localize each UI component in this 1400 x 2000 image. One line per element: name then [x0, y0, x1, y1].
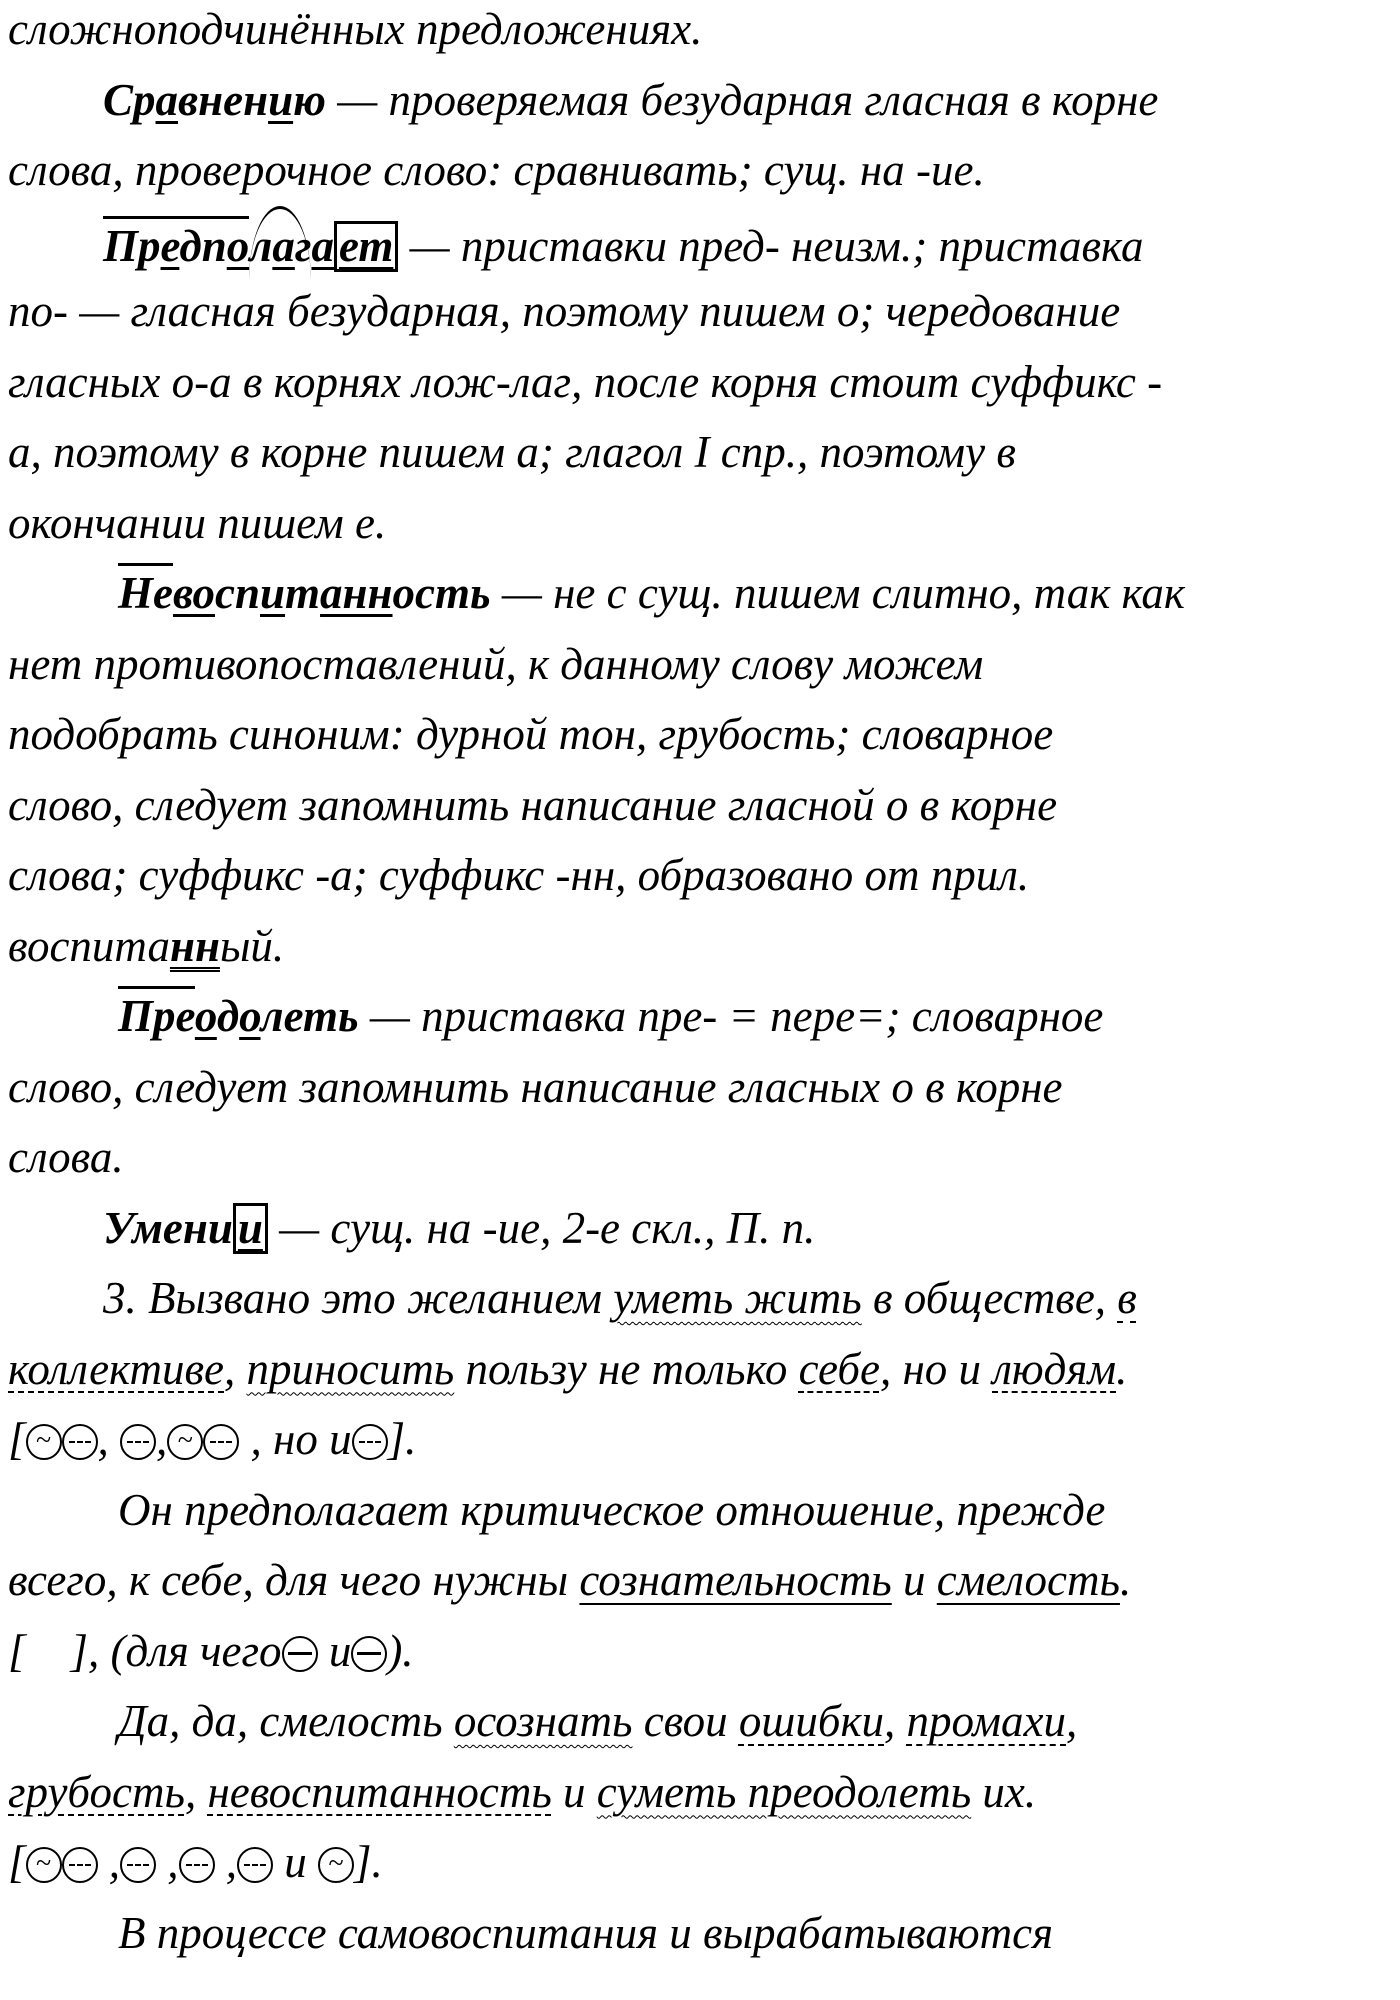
- text-line: [8, 276, 1393, 347]
- headword: [103, 1203, 268, 1253]
- text: ,: [108, 1837, 121, 1887]
- wavy-underline: приносить: [246, 1343, 455, 1394]
- underlined-vowel: о: [192, 568, 215, 618]
- circle-dashed-icon: [203, 1424, 239, 1460]
- text: всего, к себе, для чего нужны: [8, 1555, 580, 1605]
- text: ,: [167, 1837, 179, 1887]
- text: окончании пишем е.: [8, 497, 387, 548]
- dashed-underline: в: [1117, 1273, 1137, 1323]
- text: ый.: [219, 920, 285, 971]
- text: гласных о-а в корнях лож-лаг, после корня стоит суффикс -: [8, 356, 1163, 407]
- ending-box: [334, 221, 398, 272]
- dashed-underline: ошибки: [738, 1696, 885, 1746]
- text: — сущ. на -ие, 2-е скл., П. п.: [267, 1202, 816, 1253]
- sentence-5-line-2: [8, 1757, 1393, 1828]
- text: [: [8, 1837, 26, 1887]
- underlined-vowel: о: [226, 220, 250, 271]
- text: сп: [215, 568, 260, 618]
- text: д: [216, 991, 240, 1041]
- wavy-underline: суметь преодолеть: [596, 1766, 972, 1817]
- text: , но и: [879, 1343, 993, 1394]
- text-line: [8, 629, 1393, 700]
- circle-wavy-icon: ~: [26, 1424, 62, 1460]
- sentence-scheme-3: [8, 1827, 1393, 1898]
- sentence-scheme-2: [8, 1616, 1393, 1687]
- text: л: [249, 220, 273, 271]
- text: слова, проверочное слово: сравнивать; сущ. на -ие.: [8, 145, 985, 195]
- text: ].: [387, 1414, 417, 1464]
- sentence-3-line-1: [8, 1263, 1393, 1334]
- prefix-mark: [202, 216, 250, 271]
- text: В процессе самовоспитания и вырабатываются: [118, 1907, 1054, 1958]
- circle-dashed-icon: [62, 1847, 98, 1883]
- text: ю: [293, 74, 326, 125]
- headword: [103, 75, 326, 125]
- text: ,: [225, 1837, 238, 1887]
- text: слова.: [8, 1132, 124, 1182]
- word-analysis-sravneniyu: [8, 65, 1393, 136]
- dashed-underline: себе: [798, 1343, 880, 1394]
- underlined-vowel: о: [194, 991, 217, 1041]
- underlined-suffix: анн: [320, 568, 393, 618]
- text-line: [8, 1052, 1393, 1123]
- word-analysis-umenii: [8, 1193, 1393, 1264]
- text: нет противопоставлений, к данному слову можем: [8, 638, 984, 689]
- dashed-underline: промахи: [906, 1696, 1066, 1746]
- text: 3. Вызвано это желанием: [103, 1273, 614, 1323]
- ending-box: и: [233, 1203, 268, 1254]
- text: их.: [971, 1766, 1037, 1817]
- circle-dashed-icon: [237, 1847, 273, 1883]
- text-line: [8, 840, 1393, 911]
- root-mark: [249, 206, 311, 282]
- text: — не с сущ. пишем слитно, так как: [490, 568, 1185, 618]
- underlined-vowel: и: [260, 568, 286, 618]
- text: а, поэтому в корне пишем а; глагол I спр., поэтому в: [8, 427, 1016, 477]
- circle-dashed-icon: [62, 1424, 98, 1460]
- circle-wavy-icon: ~: [318, 1847, 354, 1883]
- text: п: [201, 220, 227, 271]
- sentence-6-line-1: [8, 1898, 1393, 1969]
- text: ,: [184, 1766, 208, 1817]
- sentence-4-line-2: [8, 1545, 1393, 1616]
- text: — приставка пре- = пере=; словарное: [358, 991, 1104, 1041]
- solid-underline: смелость: [936, 1555, 1120, 1605]
- headword: [103, 221, 398, 271]
- text: Умени: [103, 1202, 233, 1253]
- text: , но и: [250, 1414, 352, 1464]
- text: д: [179, 220, 202, 271]
- text: подобрать синоним: дурной тон, грубость; словарное: [8, 709, 1054, 759]
- circle-wavy-icon: ~: [167, 1424, 203, 1460]
- text-line: [8, 488, 1393, 559]
- text: и: [328, 1625, 352, 1676]
- text: ет: [338, 220, 394, 271]
- underlined-vowel: о: [239, 991, 261, 1041]
- text-line: [8, 0, 1393, 65]
- word-analysis-preodolet: [8, 981, 1393, 1052]
- text: слово, следует запомнить написание гласных о в корне: [8, 1061, 1063, 1112]
- text: ,: [97, 1414, 109, 1464]
- text: Он предполагает критическое отношение, прежде: [118, 1484, 1106, 1535]
- wavy-underline: уметь жить: [613, 1273, 862, 1323]
- circle-solid-icon: [351, 1636, 387, 1672]
- document-page: [8, 0, 1393, 1968]
- text: леть: [260, 991, 359, 1041]
- text: свои: [632, 1696, 739, 1746]
- sentence-scheme-1: [8, 1404, 1393, 1475]
- text: [: [8, 1414, 26, 1464]
- text: внен: [178, 74, 269, 125]
- dashed-underline: коллективе: [8, 1343, 225, 1394]
- underlined-suffix: нн: [169, 920, 220, 971]
- text: и: [284, 1837, 307, 1887]
- prefix-mark: [103, 216, 202, 271]
- circle-wavy-icon: ~: [26, 1847, 62, 1883]
- text-line: [8, 911, 1393, 982]
- sentence-4-line-1: [8, 1475, 1393, 1546]
- circle-dashed-icon: [120, 1424, 156, 1460]
- prefix-mark: [118, 986, 195, 1041]
- headword: [118, 991, 359, 1041]
- dashed-underline: грубость: [8, 1766, 185, 1817]
- underlined-vowel: и: [268, 74, 294, 125]
- text-line: [8, 417, 1393, 488]
- text: и: [891, 1555, 937, 1605]
- prefix-mark: Не: [118, 563, 173, 618]
- text: Ср: [103, 74, 156, 125]
- text: слова; суффикс -а; суффикс -нн, образовано от прил.: [8, 850, 1030, 900]
- text-line: [8, 347, 1393, 418]
- dashed-underline: невоспитанность: [207, 1766, 552, 1817]
- text: .: [1116, 1343, 1128, 1394]
- underlined-vowel: а: [272, 220, 295, 271]
- text-line: [8, 770, 1393, 841]
- circle-dashed-icon: [179, 1847, 215, 1883]
- text: ).: [387, 1625, 414, 1676]
- text-line: [8, 1122, 1393, 1193]
- text: в: [172, 568, 193, 618]
- text: г: [294, 220, 312, 271]
- text: в обществе,: [861, 1273, 1118, 1323]
- text: .: [1119, 1555, 1132, 1605]
- headword: [118, 568, 491, 618]
- underlined-vowel: а: [155, 74, 179, 125]
- text: Да, да, смелость: [118, 1696, 454, 1746]
- circle-solid-icon: [282, 1636, 318, 1672]
- text: и: [551, 1766, 597, 1817]
- text: по- — гласная безударная, поэтому пишем о; чередование: [8, 286, 1121, 336]
- dashed-underline: людям: [992, 1343, 1117, 1394]
- solid-underline: сознательность: [579, 1555, 892, 1605]
- text: сложноподчинённых предложениях.: [8, 4, 703, 54]
- text: т: [285, 568, 321, 618]
- text: ,: [884, 1696, 907, 1746]
- sentence-3-line-2: [8, 1334, 1393, 1405]
- underlined-vowel: а: [311, 220, 334, 271]
- text: ].: [354, 1837, 383, 1887]
- text: ,: [156, 1414, 168, 1464]
- text: — приставки пред- неизм.; приставка: [398, 220, 1144, 271]
- text: Пр: [103, 220, 161, 271]
- text: слово, следует запомнить написание гласной о в корне: [8, 779, 1058, 830]
- word-analysis-nevospitannost: [8, 558, 1393, 629]
- text-line: [8, 699, 1393, 770]
- text: воспита: [8, 920, 170, 971]
- sentence-5-line-1: [8, 1686, 1393, 1757]
- text: — проверяемая безударная гласная в корне: [325, 74, 1159, 125]
- circle-dashed-icon: [120, 1847, 156, 1883]
- text: ,: [1066, 1696, 1078, 1746]
- text: [ ], (для чего: [8, 1625, 282, 1676]
- text: ,: [224, 1343, 247, 1394]
- circle-dashed-icon: [352, 1424, 388, 1460]
- underlined-vowel: е: [160, 220, 180, 271]
- text-line: [8, 135, 1393, 206]
- text: ость: [392, 568, 491, 618]
- text: пользу не только: [454, 1343, 799, 1394]
- word-analysis-predpolagaet: [8, 206, 1393, 277]
- wavy-underline: осознать: [453, 1696, 633, 1746]
- text: Пре: [118, 991, 195, 1041]
